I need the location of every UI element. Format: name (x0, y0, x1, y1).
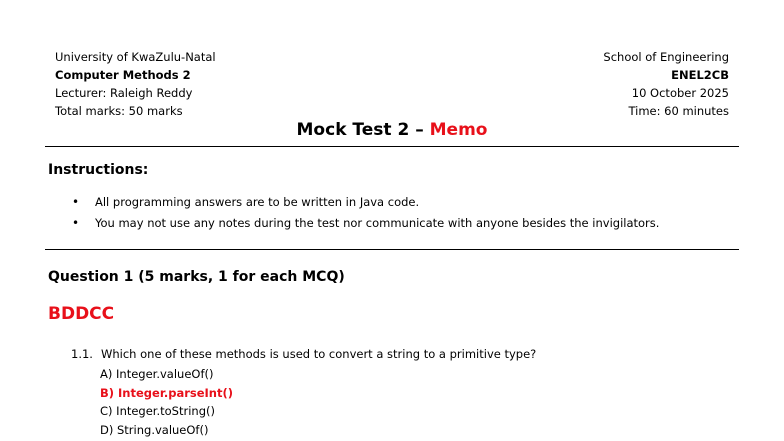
title-memo: Memo (429, 120, 488, 140)
question-number: 1.1. (71, 347, 93, 361)
instructions-list (72, 192, 659, 234)
total-marks: Total marks: 50 marks (55, 104, 183, 118)
title-divider (45, 146, 739, 147)
instruction-text: All programming answers are to be written in Java code. (95, 195, 420, 209)
instructions-heading: Instructions: (48, 162, 149, 178)
school-name: School of Engineering (603, 50, 729, 64)
question-1-1 (71, 345, 536, 364)
instruction-text: You may not use any notes during the test nor communicate with anyone besides the invigilators. (95, 216, 660, 230)
list-item (72, 192, 659, 213)
page-title (0, 120, 784, 140)
option-a: A) Integer.valueOf() (100, 367, 214, 381)
instructions-divider (45, 249, 739, 250)
option-d: D) String.valueOf() (100, 422, 209, 437)
option-c: C) Integer.toString() (100, 404, 215, 418)
answer-options (100, 365, 233, 439)
question-text: Which one of these methods is used to convert a string to a primitive type? (101, 347, 537, 361)
lecturer-name: Lecturer: Raleigh Reddy (55, 86, 193, 100)
bullet-icon: • (72, 195, 80, 209)
test-duration: Time: 60 minutes (628, 104, 729, 118)
memo-answer-key: BDDCC (48, 304, 115, 324)
course-name: Computer Methods 2 (55, 68, 191, 82)
header-left-block (55, 48, 216, 120)
university-name: University of KwaZulu-Natal (55, 50, 216, 64)
test-date: 10 October 2025 (631, 86, 729, 100)
option-b-correct: B) Integer.parseInt() (100, 385, 234, 400)
bullet-icon: • (72, 216, 80, 230)
question-heading: Question 1 (5 marks, 1 for each MCQ) (48, 269, 345, 285)
list-item (72, 213, 659, 234)
title-main: Mock Test 2 – (296, 120, 430, 140)
course-code: ENEL2CB (671, 68, 729, 82)
header-right-block (603, 48, 729, 120)
